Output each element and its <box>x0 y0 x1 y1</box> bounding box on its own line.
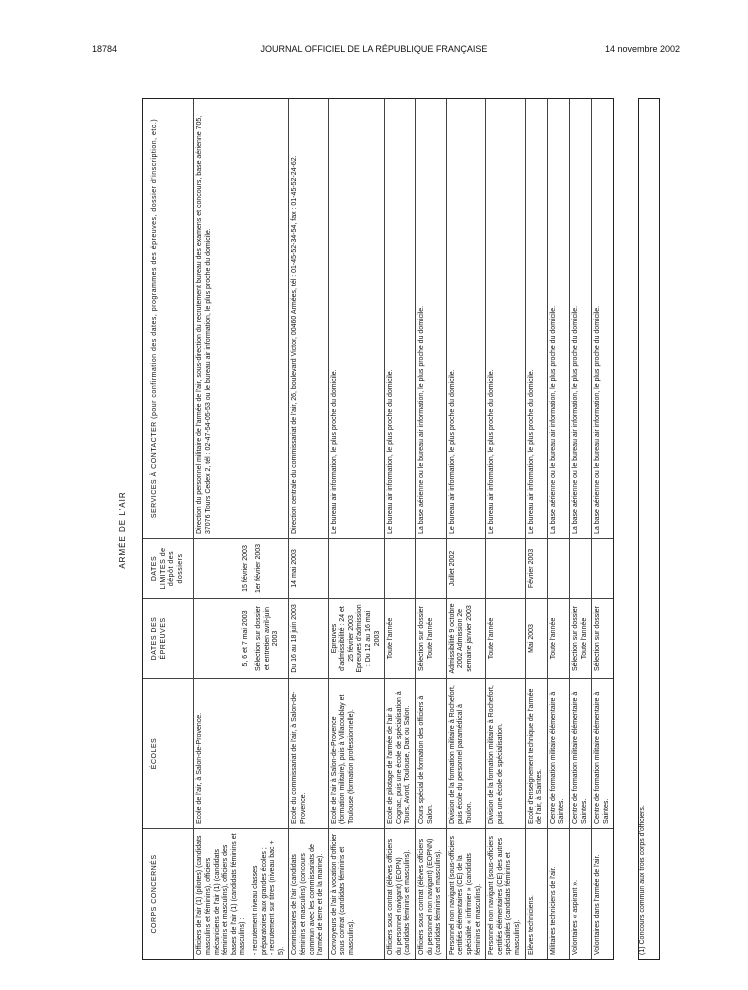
cell-service: La base aérienne ou le bureau air information, le plus proche du domicile. <box>570 99 591 539</box>
issue-date: 14 novembre 2002 <box>604 44 680 54</box>
cell-corps: Convoyeurs de l'air à vocation d'officier sous contrat (candidats féminins et masculins). <box>330 833 355 955</box>
table-row <box>547 99 569 959</box>
cell-service: La base aérienne ou le bureau air information, le plus proche du domicile. <box>416 99 446 539</box>
footnote: (1) Concours commun aux trois corps d'officiers. <box>639 805 646 955</box>
table-row <box>328 99 385 959</box>
cell-limite <box>592 539 613 599</box>
rotated-table-page <box>110 100 670 960</box>
table-row <box>288 99 327 959</box>
cell-corps: Officiers sous contrat (élèves officiers du personnel non navigant) (EOPNN) (candidats féminins et masculins). <box>418 838 443 955</box>
cell-service: Le bureau air information, le plus proche du domicile. <box>526 99 547 539</box>
page-number: 18784 <box>92 44 118 54</box>
section-title: ARMÉE DE L'AIR <box>118 491 127 569</box>
cell-corps <box>194 829 288 959</box>
cell-ecole: Ecole de l'air à Salon-de-Provence (formation militaire), puis à Villacoublay et Toulouse (formation professionnelle). <box>329 679 385 829</box>
cell-service: Le bureau air information, le plus proche du domicile. <box>447 99 485 539</box>
limite-spacer <box>196 543 242 594</box>
cell-epreuves: Toute l'année <box>486 599 524 679</box>
cell-corps: Elèves techniciens. <box>527 895 535 955</box>
epreuves-sub: 5, 6 et 7 mai 2003 <box>242 610 250 667</box>
cell-service: Le bureau air information, le plus proche du domicile. <box>329 99 385 539</box>
cell-corps: Volontaires « aspirant ». <box>571 879 579 955</box>
header-limites: DATES LIMITES de dépôt des dossiers <box>143 539 193 599</box>
cell-limite: Juillet 2002 <box>447 539 485 599</box>
cell-limite <box>486 539 524 599</box>
cell-limite <box>548 539 569 599</box>
cell-epreuves: Admissibilité 9 octobre 2002 Admission 2e semaine janvier 2003 <box>447 599 485 679</box>
cell-service: Le bureau air information, le plus proche du domicile. <box>385 99 415 539</box>
epreuves-sub: Sélection sur dossier et entretien avril-juin 2003 <box>254 606 280 671</box>
header-ecoles: ÉCOLES <box>143 679 193 829</box>
limite-sub: 15 février 2003 <box>242 545 250 592</box>
cell-corps: Commissaires de l'air (candidats féminins et masculins) (concours commun avec les commissariats de l'armée de terre et de la marine). <box>291 844 325 955</box>
table-header-row <box>143 99 193 959</box>
corps-text: Officiers de l'air (1) (pilotes) (candidats masculins et féminins), officiers mécaniciens de l'air (1) (candidats féminins et masculins), officiers des bases de l'air (1) (candidats féminins et masculins) : <box>196 833 247 955</box>
cell-limite: Février 2003 <box>526 539 547 599</box>
header-services: SERVICES À CONTACTER (pour confirmation des dates, programmes des épreuves, dossier d'inscription, etc.) <box>143 99 193 539</box>
cell-ecole: Cours spécial de formation des officiers à Salon. <box>416 679 446 829</box>
cell-limite: 14 mai 2003 <box>289 539 327 599</box>
cell-epreuves <box>194 599 288 679</box>
cell-service: Direction centrale du commissariat de l'air, 26, boulevard Victor, 00460 Armées, tél : 01-45-52-34-54, fax : 01-45-52-24-62. <box>289 99 327 539</box>
table-row <box>446 99 485 959</box>
table-row <box>485 99 524 959</box>
table-row <box>525 99 547 959</box>
footnote-box <box>638 98 660 960</box>
cell-limite <box>194 539 288 599</box>
cell-limite <box>416 539 446 599</box>
corps-sub: - recrutement sur titres (niveau bac + 5). <box>269 840 285 955</box>
cell-ecole: Centre de formation militaire élémentaire à Saintes. <box>570 679 591 829</box>
corps-sub: - recrutement niveau classes préparatoires aux grandes écoles ; <box>251 847 268 955</box>
cell-corps: Personnel non navigant (sous-officiers certifiés élémentaires (CE) des autres spécialités (candidats féminins et masculins). <box>488 836 521 955</box>
cell-epreuves: Toute l'année <box>548 599 569 679</box>
cell-ecole: Division de la formation militaire à Rochefort, puis une école de spécialisation. <box>486 679 524 829</box>
cell-corps: Personnel non navigant (sous-officiers certifiés élémentaires (CE) de la spécialité « infirmier » (candidats féminins et masculins). <box>448 836 482 955</box>
cell-service: La base aérienne ou le bureau air information, le plus proche du domicile. <box>592 99 613 539</box>
header-corps: CORPS CONCERNÉS <box>151 854 158 934</box>
cell-epreuves: Toute l'année <box>385 599 415 679</box>
cell-ecole: Ecole du commissariat de l'air, à Salon-de-Provence. <box>289 679 327 829</box>
cell-limite <box>570 539 591 599</box>
table-row <box>569 99 591 959</box>
epreuves-spacer <box>196 603 242 674</box>
cell-service: Le bureau air information, le plus proche du domicile. <box>486 99 524 539</box>
table-row <box>384 99 415 959</box>
table-row <box>193 99 288 959</box>
cell-service: La base aérienne ou le bureau air information, le plus proche du domicile. <box>548 99 569 539</box>
cell-limite <box>385 539 415 599</box>
cell-epreuves: Sélection sur dossier Toute l'année <box>416 599 446 679</box>
journal-title: JOURNAL OFFICIEL DE LA RÉPUBLIQUE FRANÇAISE <box>260 44 488 54</box>
cell-epreuves: Epreuves d'admissibilité : 24 et 25 février 2003 Epreuves d'admission : Du 12 au 16 mai 2003 <box>329 599 385 679</box>
cell-epreuves: Mai 2003 <box>526 599 547 679</box>
cell-ecole: Ecole de pilotage de l'armée de l'air à Cognac, puis une école de spécialisation à Tours, Avord, Toulouse, Dax ou Salon. <box>385 679 415 829</box>
cell-ecole: Division de la formation militaire à Rochefort, puis école du personnel paramédical à Toulon. <box>447 679 485 829</box>
table-row <box>415 99 446 959</box>
cell-service: Direction du personnel militaire de l'armée de l'air, sous-direction du recrutement bureau des examens et concours, base aérienne 705, 37076 Tours Cedex 2, tél : 02-47-54-05-53 ou le bureau air information, le plus proche du domicile. <box>194 99 288 539</box>
cell-epreuves: Sélection sur dossier <box>592 599 613 679</box>
cell-ecole: Ecole d'enseignement technique de l'armée de l'air, à Saintes. <box>526 679 547 829</box>
cell-ecole: Centre de formation militaire élémentaire à Saintes. <box>548 679 569 829</box>
cell-corps: Militaires techniciens de l'air. <box>549 866 557 955</box>
cell-epreuves: Du 16 au 18 juin 2003 <box>289 599 327 679</box>
cell-epreuves: Sélection sur dossier Toute l'année <box>570 599 591 679</box>
cell-ecole: Centre de formation militaire élémentaire à Saintes. <box>592 679 613 829</box>
cell-corps: Officiers sous contrat (élèves officiers du personnel navigant) (EOPN) (candidats féminins et masculins). <box>387 838 412 955</box>
header-epreuves: DATES DES ÉPREUVES <box>143 599 193 679</box>
cell-ecole: Ecole de l'air, à Salon-de-Provence. <box>194 679 288 829</box>
cell-limite <box>329 539 385 599</box>
recruitment-table <box>142 98 614 960</box>
cell-corps: Volontaires dans l'armée de l'air. <box>594 854 602 955</box>
table-row <box>591 99 613 959</box>
limite-sub: 1er février 2003 <box>254 543 262 594</box>
